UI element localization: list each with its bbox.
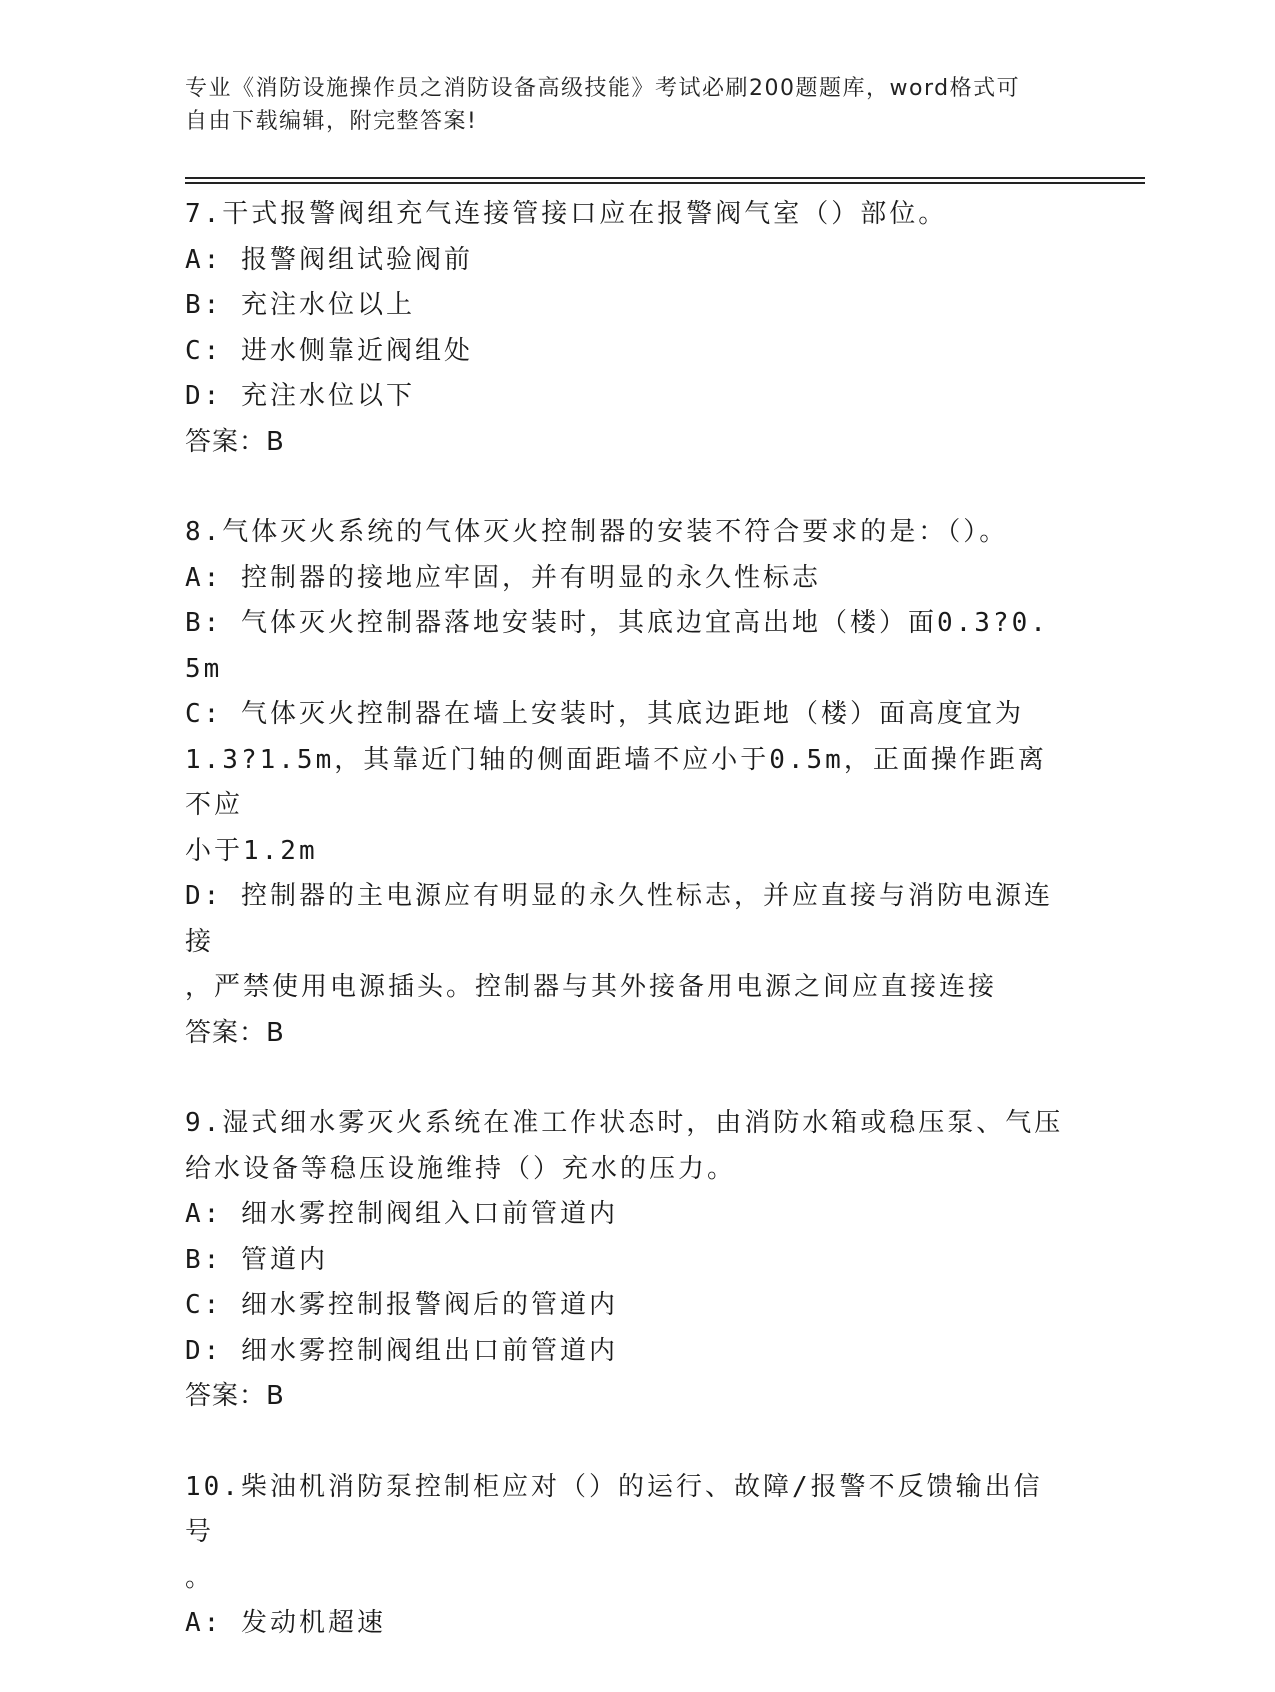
- header-line-2: 自由下载编辑，附完整答案!: [185, 109, 478, 134]
- option-d: D: 充注水位以下: [185, 381, 415, 411]
- option-b: B: 充注水位以上: [185, 290, 415, 320]
- option-d-continued: ，严禁使用电源插头。控制器与其外接备用电源之间应直接连接: [185, 972, 998, 1002]
- option-d: D: 细水雾控制阀组出口前管道内: [185, 1335, 618, 1366]
- answer-label: 答案：B: [185, 426, 285, 457]
- question-10: [185, 1465, 1065, 1647]
- header-line-1: 专业《消防设施操作员之消防设备高级技能》考试必刷200题题库，word格式可: [185, 76, 1021, 101]
- option-c: C: 进水侧靠近阀组处: [185, 335, 473, 366]
- question-stem: 7.干式报警阀组充气连接管接口应在报警阀气室（）部位。: [185, 199, 948, 229]
- option-a: A: 发动机超速: [185, 1608, 386, 1638]
- question-stem-continued: 给水设备等稳压设施维持（）充水的压力。: [185, 1153, 737, 1184]
- header-divider-bottom: [185, 182, 1145, 184]
- option-a: A: 控制器的接地应牢固，并有明显的永久性标志: [185, 562, 821, 593]
- option-d: D: 控制器的主电源应有明显的永久性标志，并应直接与消防电源连接: [185, 881, 1053, 957]
- document-header: [185, 72, 1065, 138]
- option-c: C: 细水雾控制报警阀后的管道内: [185, 1290, 618, 1320]
- header-divider-top: [185, 177, 1145, 179]
- question-8: [185, 510, 1065, 1056]
- question-stem: 8.气体灭火系统的气体灭火控制器的安装不符合要求的是：（）。: [185, 517, 1009, 547]
- question-9: [185, 1101, 1065, 1420]
- question-7: [185, 192, 1065, 465]
- question-list: [185, 192, 1065, 1692]
- option-c-continued: 小于1.2m: [185, 835, 318, 866]
- question-stem: 10.柴油机消防泵控制柜应对（）的运行、故障/报警不反馈输出信号: [185, 1471, 1043, 1547]
- option-b: B: 气体灭火控制器落地安装时，其底边宜高出地（楼）面0.3?0.5m: [185, 608, 1049, 684]
- option-a: A: 细水雾控制阀组入口前管道内: [185, 1199, 618, 1229]
- question-stem-continued: 。: [185, 1562, 215, 1593]
- answer-label: 答案：B: [185, 1017, 285, 1048]
- question-stem: 9.湿式细水雾灭火系统在准工作状态时，由消防水箱或稳压泵、气压: [185, 1108, 1064, 1138]
- answer-label: 答案：B: [185, 1381, 285, 1411]
- option-c: C: 气体灭火控制器在墙上安装时，其底边距地（楼）面高度宜为: [185, 699, 1024, 729]
- option-a: A: 报警阀组试验阀前: [185, 244, 473, 275]
- option-c-continued: 1.3?1.5m，其靠近门轴的侧面距墙不应小于0.5m，正面操作距离不应: [185, 744, 1047, 820]
- option-b: B: 管道内: [185, 1244, 328, 1275]
